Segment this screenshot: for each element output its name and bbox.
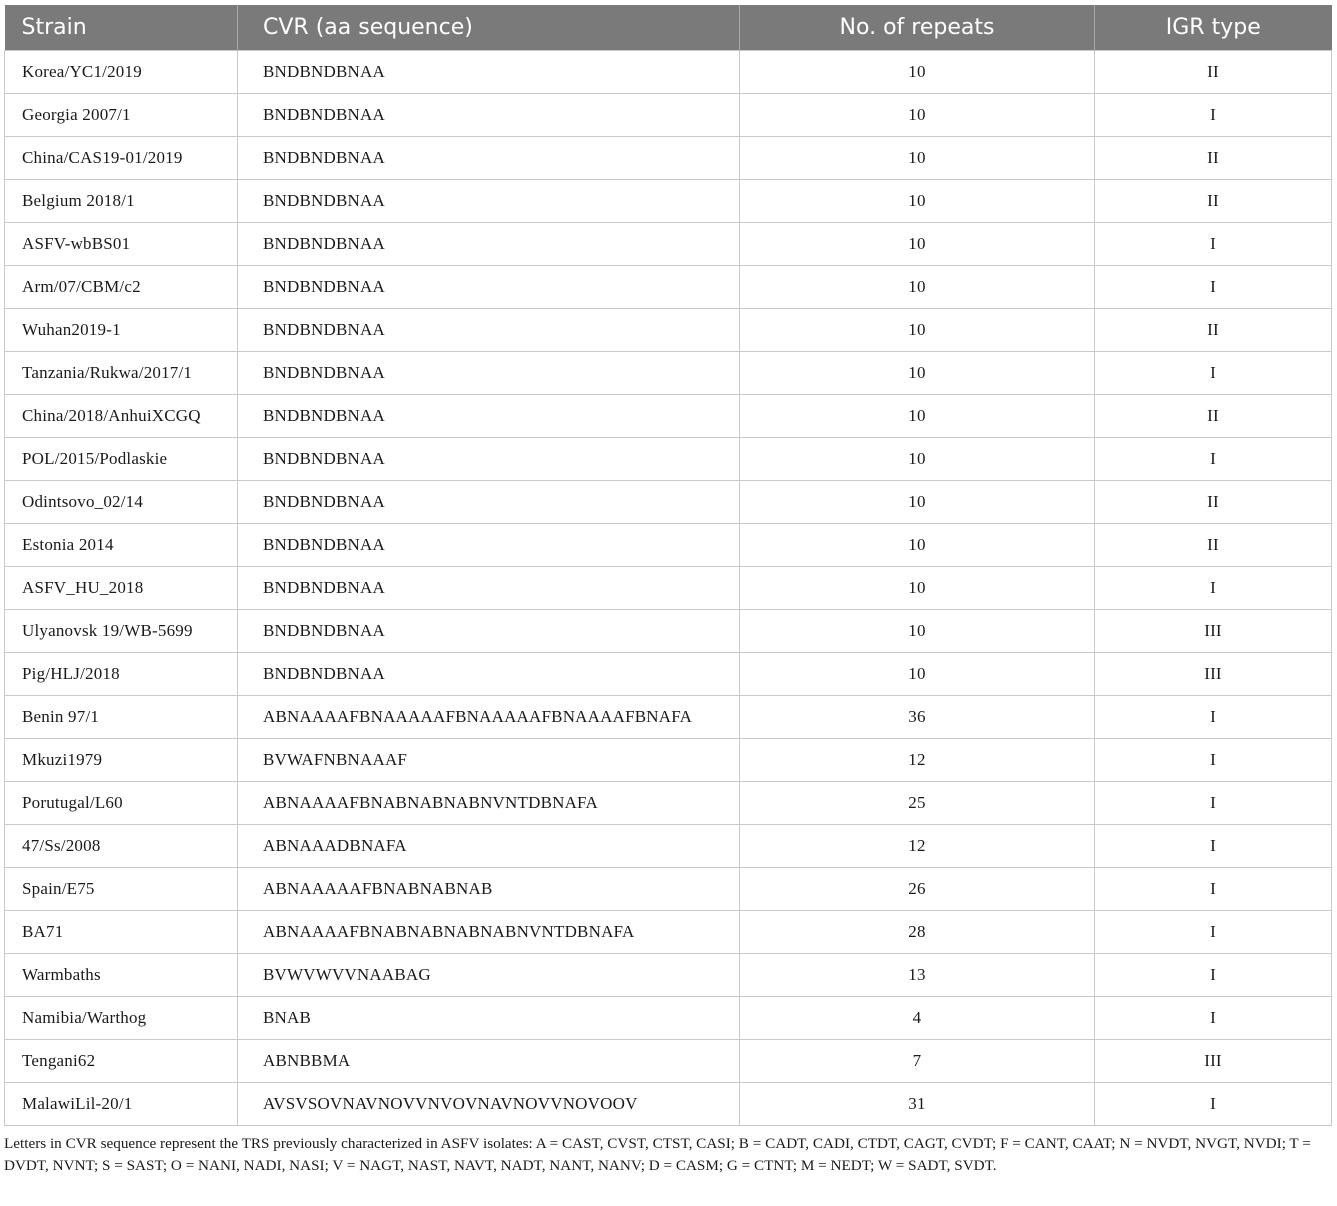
igr-type-cell: I [1095, 1083, 1332, 1126]
table-body [5, 51, 1332, 1126]
igr-type-cell: II [1095, 395, 1332, 438]
cvr-sequence-cell: BNDBNDBNAA [238, 180, 740, 223]
igr-type-cell: II [1095, 481, 1332, 524]
table-header [5, 5, 1332, 51]
cvr-sequence-cell: BNDBNDBNAA [238, 223, 740, 266]
repeats-count-cell: 10 [740, 51, 1095, 94]
cvr-sequence-cell: BNDBNDBNAA [238, 524, 740, 567]
strain-table [4, 5, 1332, 1126]
cvr-sequence-cell: BVWAFNBNAAAF [238, 739, 740, 782]
table-row [5, 438, 1332, 481]
igr-type-cell: II [1095, 309, 1332, 352]
repeats-count-cell: 36 [740, 696, 1095, 739]
repeats-count-cell: 12 [740, 739, 1095, 782]
strain-cell: China/CAS19-01/2019 [5, 137, 238, 180]
repeats-count-cell: 26 [740, 868, 1095, 911]
cvr-sequence-cell: ABNAAAAAFBNABNABNAB [238, 868, 740, 911]
table-row [5, 954, 1332, 997]
table-row [5, 1040, 1332, 1083]
strain-cell: Pig/HLJ/2018 [5, 653, 238, 696]
table-row [5, 653, 1332, 696]
igr-type-cell: II [1095, 524, 1332, 567]
strain-cell: Belgium 2018/1 [5, 180, 238, 223]
cvr-sequence-cell: BNDBNDBNAA [238, 137, 740, 180]
repeats-count-cell: 31 [740, 1083, 1095, 1126]
cvr-sequence-cell: ABNAAAAFBNABNABNABNVNTDBNAFA [238, 782, 740, 825]
header-repeats: No. of repeats [740, 5, 1095, 51]
strain-cell: Namibia/Warthog [5, 997, 238, 1040]
cvr-sequence-cell: BNDBNDBNAA [238, 309, 740, 352]
table-row [5, 137, 1332, 180]
strain-cell: ASFV_HU_2018 [5, 567, 238, 610]
table-row [5, 94, 1332, 137]
cvr-sequence-cell: BNAB [238, 997, 740, 1040]
table-row [5, 395, 1332, 438]
repeats-count-cell: 28 [740, 911, 1095, 954]
igr-type-cell: I [1095, 782, 1332, 825]
strain-cell: ASFV-wbBS01 [5, 223, 238, 266]
cvr-sequence-cell: ABNAAAAFBNAAAAAFBNAAAAAFBNAAAAFBNAFA [238, 696, 740, 739]
cvr-sequence-cell: BNDBNDBNAA [238, 567, 740, 610]
igr-type-cell: III [1095, 610, 1332, 653]
igr-type-cell: I [1095, 825, 1332, 868]
strain-cell: Georgia 2007/1 [5, 94, 238, 137]
strain-cell: China/2018/AnhuiXCGQ [5, 395, 238, 438]
igr-type-cell: I [1095, 223, 1332, 266]
table-row [5, 782, 1332, 825]
cvr-sequence-cell: BNDBNDBNAA [238, 352, 740, 395]
table-row [5, 180, 1332, 223]
strain-cell: BA71 [5, 911, 238, 954]
strain-cell: MalawiLil-20/1 [5, 1083, 238, 1126]
strain-cell: Tanzania/Rukwa/2017/1 [5, 352, 238, 395]
repeats-count-cell: 10 [740, 266, 1095, 309]
strain-cell: Odintsovo_02/14 [5, 481, 238, 524]
igr-type-cell: I [1095, 438, 1332, 481]
igr-type-cell: III [1095, 1040, 1332, 1083]
cvr-sequence-cell: ABNAAAAFBNABNABNABNABNVNTDBNAFA [238, 911, 740, 954]
igr-type-cell: I [1095, 352, 1332, 395]
repeats-count-cell: 7 [740, 1040, 1095, 1083]
header-cvr: CVR (aa sequence) [238, 5, 740, 51]
strain-cell: Estonia 2014 [5, 524, 238, 567]
strain-cell: Wuhan2019-1 [5, 309, 238, 352]
header-row [5, 5, 1332, 51]
cvr-sequence-cell: BVWVWVVNAABAG [238, 954, 740, 997]
igr-type-cell: II [1095, 51, 1332, 94]
repeats-count-cell: 12 [740, 825, 1095, 868]
repeats-count-cell: 10 [740, 438, 1095, 481]
repeats-count-cell: 13 [740, 954, 1095, 997]
repeats-count-cell: 25 [740, 782, 1095, 825]
table-row [5, 266, 1332, 309]
cvr-sequence-cell: BNDBNDBNAA [238, 94, 740, 137]
header-igr: IGR type [1095, 5, 1332, 51]
repeats-count-cell: 10 [740, 352, 1095, 395]
igr-type-cell: I [1095, 567, 1332, 610]
cvr-sequence-cell: BNDBNDBNAA [238, 51, 740, 94]
table-row [5, 223, 1332, 266]
repeats-count-cell: 10 [740, 481, 1095, 524]
strain-cell: Tengani62 [5, 1040, 238, 1083]
data-table-container [4, 5, 1331, 1126]
repeats-count-cell: 10 [740, 567, 1095, 610]
strain-cell: 47/Ss/2008 [5, 825, 238, 868]
igr-type-cell: I [1095, 266, 1332, 309]
table-row [5, 1083, 1332, 1126]
cvr-sequence-cell: ABNBBMA [238, 1040, 740, 1083]
strain-cell: Mkuzi1979 [5, 739, 238, 782]
repeats-count-cell: 10 [740, 524, 1095, 567]
repeats-count-cell: 10 [740, 137, 1095, 180]
repeats-count-cell: 10 [740, 223, 1095, 266]
strain-cell: Arm/07/CBM/c2 [5, 266, 238, 309]
table-row [5, 739, 1332, 782]
cvr-sequence-cell: BNDBNDBNAA [238, 438, 740, 481]
igr-type-cell: I [1095, 911, 1332, 954]
repeats-count-cell: 10 [740, 395, 1095, 438]
table-row [5, 997, 1332, 1040]
table-row [5, 696, 1332, 739]
repeats-count-cell: 4 [740, 997, 1095, 1040]
table-row [5, 309, 1332, 352]
repeats-count-cell: 10 [740, 309, 1095, 352]
cvr-sequence-cell: ABNAAADBNAFA [238, 825, 740, 868]
igr-type-cell: III [1095, 653, 1332, 696]
igr-type-cell: I [1095, 997, 1332, 1040]
cvr-sequence-cell: BNDBNDBNAA [238, 481, 740, 524]
igr-type-cell: I [1095, 868, 1332, 911]
igr-type-cell: I [1095, 954, 1332, 997]
table-row [5, 524, 1332, 567]
table-row [5, 567, 1332, 610]
table-row [5, 610, 1332, 653]
strain-cell: Porutugal/L60 [5, 782, 238, 825]
igr-type-cell: I [1095, 696, 1332, 739]
strain-cell: POL/2015/Podlaskie [5, 438, 238, 481]
table-row [5, 911, 1332, 954]
table-row [5, 868, 1332, 911]
header-strain: Strain [5, 5, 238, 51]
strain-cell: Ulyanovsk 19/WB-5699 [5, 610, 238, 653]
cvr-sequence-cell: BNDBNDBNAA [238, 266, 740, 309]
strain-cell: Benin 97/1 [5, 696, 238, 739]
igr-type-cell: I [1095, 94, 1332, 137]
cvr-sequence-cell: BNDBNDBNAA [238, 610, 740, 653]
table-row [5, 481, 1332, 524]
igr-type-cell: I [1095, 739, 1332, 782]
repeats-count-cell: 10 [740, 94, 1095, 137]
cvr-sequence-cell: BNDBNDBNAA [238, 653, 740, 696]
repeats-count-cell: 10 [740, 180, 1095, 223]
repeats-count-cell: 10 [740, 610, 1095, 653]
repeats-count-cell: 10 [740, 653, 1095, 696]
table-row [5, 352, 1332, 395]
table-row [5, 51, 1332, 94]
igr-type-cell: II [1095, 137, 1332, 180]
igr-type-cell: II [1095, 180, 1332, 223]
table-row [5, 825, 1332, 868]
cvr-sequence-cell: BNDBNDBNAA [238, 395, 740, 438]
strain-cell: Spain/E75 [5, 868, 238, 911]
cvr-sequence-cell: AVSVSOVNAVNOVVNVOVNAVNOVVNOVOOV [238, 1083, 740, 1126]
table-footnote: Letters in CVR sequence represent the TRS previously characterized in ASFV isolates: A = CAST, CVST, CTST, CASI; B = CADT, CADI, CTDT, CAGT, CVDT; F = CANT, CAAT; N = NVDT, NVGT, NVDI; T = DVDT, NVNT; S = SAST; O = NANI, NADI, NASI; V = NAGT, NAST, NAVT, NADT, NANT, NANV; D = CASM; G = CTNT; M = NEDT; W = SADT, SVDT. [4, 1135, 1311, 1174]
strain-cell: Korea/YC1/2019 [5, 51, 238, 94]
strain-cell: Warmbaths [5, 954, 238, 997]
